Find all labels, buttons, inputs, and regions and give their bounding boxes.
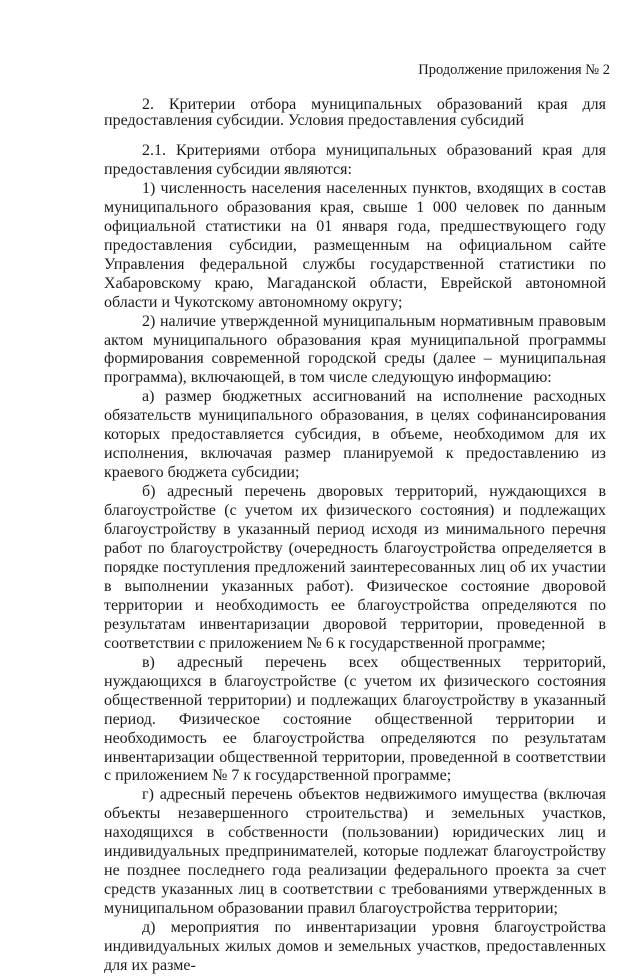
section-title: 2. Критерии отбора муниципальных образований края для предоставления субсидии. Условия предоставления субсидий: [104, 96, 606, 129]
paragraph-item-d: д) мероприятия по инвентаризации уровня благоустройства индивидуальных жилых домов и земельных участков, предоставленных для их разме-: [104, 919, 606, 974]
paragraph-criterion-1: 1) численность населения населенных пунктов, входящих в состав муниципального образования края, свыше 1 000 человек по данным официальной статистики на 01 января года, предшествующего году предоставления субсидии, размещенным на официальном сайте Управления федеральной службы государственной статистики по Хабаровскому краю, Магаданской области, Еврейской автономной области и Чукотскому автономному округу;: [104, 179, 606, 311]
paragraph-item-b: б) адресный перечень дворовых территорий, нуждающихся в благоустройстве (с учетом их физического состояния) и подлежащих благоустройству в указанный период исходя из минимального перечня работ по благоустройству (очередность благоустройства определяется в порядке поступления предложений заинтересованных лиц об их участии в выполнении указанных работ). Физическое состояние дворовой территории и необходимость ее благоустройства определяются по результатам инвентаризации дворовой территории, проведенной в соответствии с приложением № 6 к государственной программе;: [104, 483, 606, 652]
paragraph-item-v: в) адресный перечень всех общественных территорий, нуждающихся в благоустройстве (с учетом их физического состояния общественной территории) и подлежащих благоустройству в указанный период. Физическое состояние общественной территории и необходимость ее благоустройства определяются по результатам инвентаризации общественной территории, проведенной в соответствии с приложением № 7 к государственной программе;: [104, 653, 606, 785]
paragraph-criteria-intro: 2.1. Критериями отбора муниципальных образований края для предоставления субсидии являются:: [104, 142, 606, 178]
continuation-header: Продолжение приложения № 2: [418, 62, 610, 78]
document-body: [104, 97, 606, 976]
paragraph-item-a: а) размер бюджетных ассигнований на исполнение расходных обязательств муниципального образования, в целях софинансирования которых предоставляется субсидия, в объеме, необходимом для их исполнения, включачая размер планируемой к предоставлению из краевого бюджета субсидии;: [104, 388, 606, 482]
paragraph-item-g: г) адресный перечень объектов недвижимого имущества (включая объекты незавершенного строительства) и земельных участков, находящихся в собственности (пользовании) юридических лиц и индивидуальных предпринимателей, которые подлежат благоустройству не позднее последнего года реализации федерального проекта за счет средств указанных лиц в соответствии с требованиями утвержденных в муниципальном образовании правил благоустройства территории;: [104, 786, 606, 918]
paragraph-criterion-2: 2) наличие утвержденной муниципальным нормативным правовым актом муниципального образования края муниципальной программы формирования современной городской среды (далее – муниципальная программа), включающей, в том числе следующую информацию:: [104, 312, 606, 387]
